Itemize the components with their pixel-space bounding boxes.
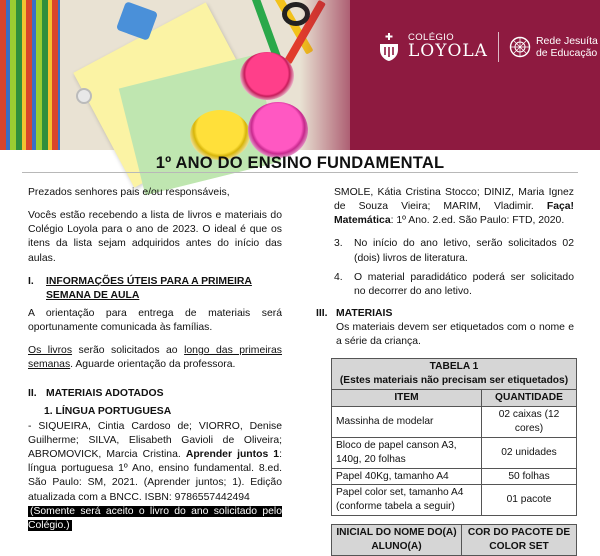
notebooks-graphic bbox=[0, 0, 60, 150]
books-paragraph bbox=[28, 344, 282, 372]
weeks-text: longo das primeiras semanas bbox=[28, 345, 282, 371]
list-item-number: 4. bbox=[334, 271, 343, 283]
item-cell: Massinha de modelar bbox=[332, 407, 482, 438]
banner-gradient bbox=[300, 0, 390, 150]
quantity-cell: 50 folhas bbox=[482, 468, 577, 485]
page-title: 1º ANO DO ENSINO FUNDAMENTAL bbox=[155, 154, 445, 172]
book-title: Aprender juntos 1 bbox=[185, 449, 280, 461]
section-1-heading bbox=[28, 275, 282, 303]
list-item-number: 3. bbox=[334, 238, 343, 250]
book-authors: - SIQUEIRA, Cintia Cardoso de; VIORRO, Denise Guilherme; SILVA, Elisabeth Gavioli de Oliveira; ABROMOVICK, Marcia Cristina. bbox=[28, 420, 282, 461]
table-row bbox=[332, 437, 577, 468]
book-title: Faça! Matemática bbox=[334, 201, 574, 227]
table-row bbox=[332, 407, 577, 438]
section-3-heading bbox=[316, 307, 574, 321]
quantity-cell: 02 unidades bbox=[482, 437, 577, 468]
item-cell: Papel 40Kg, tamanho A4 bbox=[332, 468, 482, 485]
table-caption bbox=[332, 359, 577, 390]
header-banner bbox=[0, 0, 600, 150]
column-header-initial: INICIAL DO NOME DO(A) ALUNO(A) bbox=[332, 525, 462, 556]
numbered-list bbox=[334, 237, 574, 299]
item-cell: Papel color set, tamanho A4 (conforme tabela a seguir) bbox=[332, 485, 482, 516]
school-logo bbox=[376, 32, 598, 62]
math-book-reference bbox=[318, 186, 574, 228]
highlighted-note: (Somente será aceito o livro do ano solicitado pelo Colégio.) bbox=[28, 505, 282, 531]
quantity-cell: 02 caixas (12 cores) bbox=[482, 407, 577, 438]
intro-paragraph: Vocês estão recebendo a lista de livros e materiais do Colégio Loyola para o ano de 2023. O ideal é que os itens da lista sejam adquiridos antes do início das aulas. bbox=[28, 210, 282, 264]
network-name-line2: de Educação bbox=[535, 47, 598, 59]
table-row bbox=[332, 468, 577, 485]
column-header-item: ITEM bbox=[332, 390, 482, 407]
push-pin-graphic bbox=[76, 88, 92, 104]
list-item-text: No início do ano letivo, serão solicitados 02 (dois) livros de literatura. bbox=[354, 238, 574, 264]
book-authors: SMOLE, Kátia Cristina Stocco; DINIZ, Maria Ignez de Souza Vieira; MARIM, Vladimir. bbox=[334, 187, 574, 213]
column-header-color: COR DO PACOTE DE COLOR SET bbox=[462, 525, 577, 556]
book-details: : 1º Ano. 2.ed. São Paulo: FTD, 2020. bbox=[390, 215, 565, 227]
column-header-quantity: QUANTIDADE bbox=[482, 390, 577, 407]
materials-table bbox=[331, 358, 577, 516]
list-item bbox=[334, 237, 574, 265]
list-item bbox=[334, 271, 574, 299]
school-name-small: COLÉGIO bbox=[408, 32, 455, 44]
book-note bbox=[28, 505, 282, 533]
school-name: LOYOLA bbox=[408, 41, 488, 62]
color-set-table bbox=[331, 524, 577, 556]
table-caption-title: TABELA 1 bbox=[429, 361, 479, 373]
table-caption-note: (Estes materiais não precisam ser etiquetados) bbox=[339, 375, 569, 387]
school-supplies-photo bbox=[0, 0, 350, 150]
title-divider bbox=[22, 172, 578, 173]
right-column bbox=[318, 186, 574, 556]
book-details: : língua portuguesa 1º Ano, ensino fundamental. 8.ed. São Paulo: SM, 2021. (Aprender juntos; 1). Edição atualizada com a BNCC. ISBN: 9786557442494 bbox=[28, 449, 282, 503]
paint-jar-graphic bbox=[240, 52, 294, 100]
jesuit-seal-icon bbox=[509, 36, 531, 58]
books-text: serão solicitados ao bbox=[72, 345, 185, 357]
section-title: INFORMAÇÕES ÚTEIS PARA A PRIMEIRA SEMANA DE AULA bbox=[46, 275, 252, 301]
books-guidance-text: . Aguarde orientação da professora. bbox=[70, 359, 236, 371]
materials-intro: Os materiais devem ser etiquetados com o nome e a série da criança. bbox=[336, 322, 574, 348]
section-number: I. bbox=[28, 275, 34, 287]
greeting: Prezados senhores pais e/ou responsáveis, bbox=[28, 187, 230, 198]
portuguese-book-reference bbox=[28, 420, 282, 505]
table-row bbox=[332, 485, 577, 516]
section-title: MATERIAIS ADOTADOS bbox=[46, 387, 164, 399]
left-column bbox=[28, 186, 282, 542]
item-cell: Bloco de papel canson A3, 140g, 20 folhas bbox=[332, 437, 482, 468]
section-number: III. bbox=[316, 307, 328, 319]
section-number: II. bbox=[28, 387, 37, 399]
section-2-heading bbox=[28, 387, 282, 401]
loyola-emblem-icon bbox=[376, 32, 402, 62]
logo-divider bbox=[498, 32, 499, 62]
quantity-cell: 01 pacote bbox=[482, 485, 577, 516]
books-link-text: Os livros bbox=[28, 345, 73, 357]
network-name-line1: Rede Jesuíta bbox=[535, 34, 598, 47]
delivery-paragraph: A orientação para entrega de materiais será oportunamente comunicada às famílias. bbox=[28, 307, 282, 334]
section-title: MATERIAIS bbox=[336, 307, 393, 319]
list-item-text: O material paradidático poderá ser solicitado no decorrer do ano letivo. bbox=[354, 271, 574, 297]
subject-portuguese: 1. LÍNGUA PORTUGUESA bbox=[44, 405, 172, 417]
